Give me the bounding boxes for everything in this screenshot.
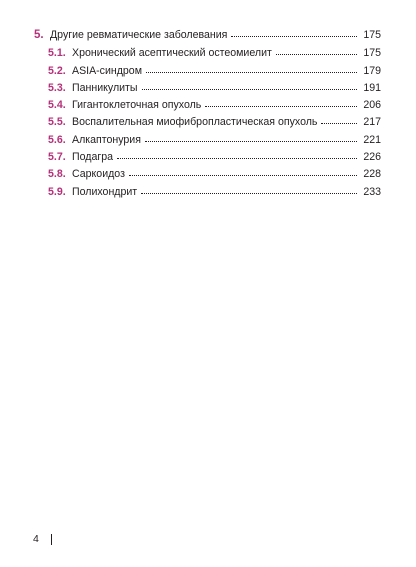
toc-section-5-2: [34, 63, 381, 80]
toc-section-5-7: [34, 149, 381, 166]
dot-leader: [231, 28, 357, 37]
section-number: 5.7.: [48, 151, 66, 164]
section-page: 226: [363, 151, 381, 164]
chapter-page: 175: [363, 29, 381, 41]
section-title: Гигантоклеточная опухоль: [72, 99, 202, 112]
table-of-contents: [34, 27, 381, 201]
section-page: 179: [363, 64, 381, 77]
section-number: 5.5.: [48, 116, 66, 129]
chapter-number: 5.: [34, 29, 44, 41]
dot-leader: [205, 98, 357, 107]
section-number: 5.1.: [48, 47, 66, 60]
dot-leader: [145, 133, 357, 142]
toc-section-5-5: [34, 114, 381, 131]
section-page: 221: [363, 133, 381, 146]
toc-section-5-9: [34, 184, 381, 201]
section-number: 5.8.: [48, 168, 66, 181]
section-title: Саркоидоз: [72, 168, 125, 181]
toc-section-5-1: [34, 45, 381, 62]
section-title: Воспалительная миофибропластическая опухоль: [72, 116, 318, 129]
chapter-title: Другие ревматические заболевания: [50, 29, 228, 41]
section-number: 5.9.: [48, 185, 66, 198]
section-page: 233: [363, 185, 381, 198]
section-title: Алкаптонурия: [72, 133, 141, 146]
dot-leader: [129, 167, 357, 176]
dot-leader: [276, 46, 357, 55]
section-number: 5.4.: [48, 99, 66, 112]
dot-leader: [146, 64, 357, 73]
section-title: Подагра: [72, 151, 113, 164]
section-number: 5.3.: [48, 81, 66, 94]
section-title: ASIA-синдром: [72, 64, 142, 77]
section-title: Панникулиты: [72, 81, 138, 94]
toc-section-5-4: [34, 97, 381, 114]
section-page: 217: [363, 116, 381, 129]
toc-section-5-6: [34, 132, 381, 149]
dot-leader: [141, 185, 357, 194]
section-title: Хронический асептический остеомиелит: [72, 47, 272, 60]
dot-leader: [142, 81, 357, 90]
section-title: Полихондрит: [72, 185, 138, 198]
dot-leader: [117, 150, 357, 159]
page-number: 4: [33, 533, 39, 545]
section-page: 175: [363, 47, 381, 60]
section-page: 191: [363, 81, 381, 94]
page-footer: [33, 533, 52, 545]
footer-divider: [51, 534, 52, 545]
toc-section-5-3: [34, 80, 381, 97]
section-page: 228: [363, 168, 381, 181]
section-number: 5.2.: [48, 64, 66, 77]
section-page: 206: [363, 99, 381, 112]
section-number: 5.6.: [48, 133, 66, 146]
toc-section-5-8: [34, 166, 381, 183]
dot-leader: [321, 115, 357, 124]
toc-chapter-5: [34, 27, 381, 44]
